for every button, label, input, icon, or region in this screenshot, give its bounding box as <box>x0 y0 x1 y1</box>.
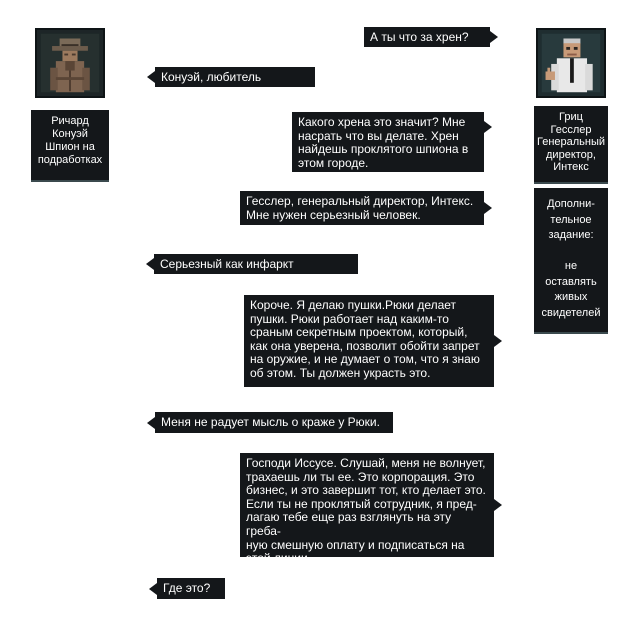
task-line: Дополни- <box>547 198 595 210</box>
dialogue-bubble-left: Где это? <box>157 578 225 599</box>
task-line: живых <box>554 291 588 303</box>
task-line: оставлять <box>545 275 597 288</box>
right-character-taskcard <box>534 188 608 334</box>
right-character-namecard <box>534 106 608 184</box>
dialogue-bubble-left: Конуэй, любитель шляпок. <box>155 67 315 87</box>
left-character-namecard <box>31 110 109 182</box>
dialogue-bubble-right: Какого хрена это значит? Мне насрать что вы делате. Хрен найдешь проклятого шпиона в этом городе. <box>292 112 484 172</box>
dialogue-bubble-left: Серьезный как инфаркт миокарда. <box>154 254 358 274</box>
task-line: не <box>564 260 578 272</box>
task-line: тельное <box>550 213 592 226</box>
dialogue-bubble-right: Гесслер, генеральный директор, Интекс. Мне нужен серьезный человек. <box>240 191 484 225</box>
detective-fedora-portrait-icon <box>37 30 103 96</box>
left-name-line: Шпион на <box>45 141 95 153</box>
left-character-portrait <box>35 28 105 98</box>
left-name-line: Ричард <box>51 115 89 127</box>
right-name-line: Гесслер <box>550 123 592 136</box>
task-line: свидетелей <box>541 306 601 319</box>
left-name-line: подработках <box>37 154 103 166</box>
right-name-line: Интекс <box>553 161 589 173</box>
right-name-line: Генеральный <box>537 136 606 148</box>
businessman-portrait-icon <box>538 30 604 96</box>
dialogue-bubble-right: А ты что за хрен? <box>364 27 490 47</box>
right-name-line: Гриц <box>559 111 583 123</box>
task-line: задание: <box>548 229 594 241</box>
right-name-line: директор, <box>546 148 596 161</box>
task-line <box>537 244 605 260</box>
left-name-line: Конуэй <box>52 128 88 140</box>
dialogue-bubble-right: Господи Иссусе. Слушай, меня не волнует, трахаешь ли ты ее. Это корпорация. Это бизнес, и это завершит тот, кто делает это. Если ты не проклятый сотрудник, я пред- лагаю тебе еще раз взглянуть на эту греба- ную смешную оплату и подписаться на этой линии. <box>240 453 494 557</box>
dialogue-bubble-right: Короче. Я делаю пушки.Рюки делает пушки. Рюки работает над каким-то сраным секретным проектом, который, как она уверена, позволит обойти запрет на оружие, и не думает о том, что я знаю об этом. Ты должен украсть это. <box>244 295 494 387</box>
dialogue-bubble-left: Меня не радует мысль о краже у Рюки. <box>155 412 393 433</box>
right-character-portrait <box>536 28 606 98</box>
